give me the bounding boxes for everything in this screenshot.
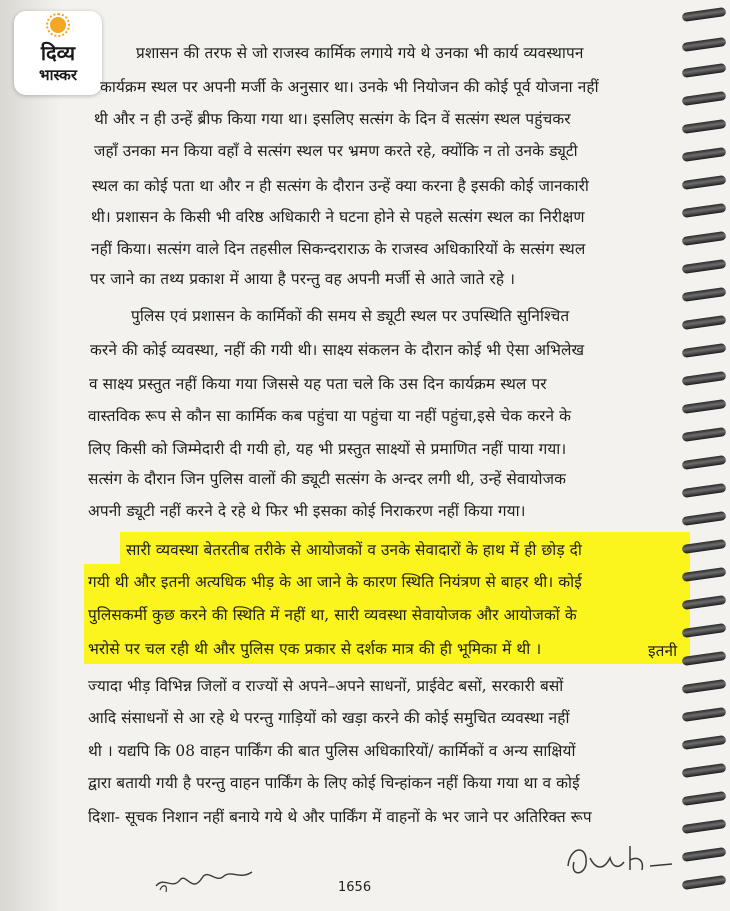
spiral-binding bbox=[676, 0, 730, 911]
text-line: कार्यक्रम स्थल पर अपनी मर्जी के अनुसार था। उनके भी नियोजन की कोई पूर्व योजना नहीं bbox=[100, 78, 599, 96]
divya-bhaskar-logo bbox=[14, 11, 102, 95]
handwritten-signature-right bbox=[560, 836, 680, 886]
binding-coil bbox=[682, 315, 727, 330]
highlighted-text-line: सारी व्यवस्था बेतरतीब तरीके से आयोजकों व उनके सेवादारों के हाथ में ही छोड़ दी bbox=[126, 541, 582, 559]
text-line: द्वारा बतायी गयी है परन्तु वाहन पार्किंग के लिए कोई चिन्हांकन नहीं किया गया था व कोई bbox=[88, 774, 580, 792]
binding-coil bbox=[682, 707, 727, 722]
text-line: सत्संग के दौरान जिन पुलिस वालों की ड्यूटी सत्संग के अन्दर लगी थी, उन्हें सेवायोजक bbox=[88, 470, 567, 488]
page-number: 1656 bbox=[338, 880, 372, 895]
highlighted-text-line: भरोसे पर चल रही थी और पुलिस एक प्रकार से दर्शक मात्र की ही भूमिका में थी । bbox=[88, 640, 542, 658]
text-line: थी। प्रशासन के किसी भी वरिष्ठ अधिकारी ने घटना होने से पहले सत्संग स्थल का निरीक्षण bbox=[91, 208, 585, 226]
binding-coil bbox=[682, 511, 727, 526]
binding-coil bbox=[682, 399, 727, 414]
binding-coil bbox=[682, 63, 727, 78]
binding-coil bbox=[682, 287, 727, 302]
handwritten-initials-left bbox=[150, 850, 260, 900]
binding-coil bbox=[682, 203, 727, 218]
text-line: पर जाने का तथ्य प्रकाश में आया है परन्तु वह अपनी मर्जी से आते जाते रहे । bbox=[90, 270, 516, 288]
binding-coil bbox=[682, 763, 727, 778]
text-line: ज्यादा भीड़ विभिन्न जिलों व राज्यों से अपने–अपने साधनों, प्राईवेट बसों, सरकारी बसों bbox=[88, 677, 564, 695]
text-line-tail: इतनी bbox=[648, 642, 678, 660]
page-edge-shadow bbox=[0, 0, 60, 911]
binding-coil bbox=[682, 791, 727, 806]
text-line: अपनी ड्यूटी नहीं करने दे रहे थे फिर भी इसका कोई निराकरण नहीं किया गया। bbox=[88, 502, 526, 520]
binding-coil bbox=[682, 259, 727, 274]
text-line: प्रशासन की तरफ से जो राजस्व कार्मिक लगाये गये थे उनका भी कार्य व्यवस्थापन bbox=[136, 44, 584, 62]
text-line: करने की कोई व्यवस्था, नहीं की गयी थी। साक्ष्य संकलन के दौरान कोई भी ऐसा अभिलेख bbox=[90, 341, 585, 359]
binding-coil bbox=[682, 679, 727, 694]
binding-coil bbox=[682, 735, 727, 750]
binding-coil bbox=[682, 595, 727, 610]
binding-coil bbox=[682, 623, 727, 638]
binding-coil bbox=[682, 37, 727, 52]
binding-coil bbox=[682, 847, 727, 862]
binding-coil bbox=[682, 119, 727, 134]
binding-coil bbox=[682, 371, 727, 386]
binding-coil bbox=[682, 147, 727, 162]
binding-coil bbox=[682, 91, 727, 106]
highlighted-text-line: गयी थी और इतनी अत्यधिक भीड़ के आ जाने के कारण स्थिति नियंत्रण से बाहर थी। कोई bbox=[88, 573, 582, 591]
binding-coil bbox=[682, 651, 727, 666]
binding-coil bbox=[682, 483, 727, 498]
binding-coil bbox=[682, 7, 727, 22]
binding-coil bbox=[682, 231, 727, 246]
sun-icon bbox=[50, 17, 66, 33]
text-line: दिशा- सूचक निशान नहीं बनाये गये थे और पार्किंग में वाहनों के भर जाने पर अतिरिक्त रूप bbox=[88, 808, 592, 826]
binding-coil bbox=[682, 875, 727, 890]
text-line: स्थल का कोई पता था और न ही सत्संग के दौरान उन्हें क्या करना है इसकी कोई जानकारी bbox=[92, 177, 589, 195]
text-line: व साक्ष्य प्रस्तुत नहीं किया गया जिससे यह पता चले कि उस दिन कार्यक्रम स्थल पर bbox=[89, 375, 547, 393]
binding-coil bbox=[682, 567, 727, 582]
logo-line-1: दिव्य bbox=[40, 41, 76, 65]
text-line: वास्तविक रूप से कौन सा कार्मिक कब पहुंचा या पहुंचा या नहीं पहुंचा,इसे चेक करने के bbox=[88, 407, 572, 425]
text-line: थी । यद्यपि कि 08 वाहन पार्किंग की बात पुलिस अधिकारियों/ कार्मिकों व अन्य साक्षियों bbox=[88, 742, 576, 760]
text-line: थी और न ही उन्हें ब्रीफ किया गया था। इसलिए सत्संग के दिन वें सत्संग स्थल पहुंचकर bbox=[94, 110, 571, 128]
binding-coil bbox=[682, 175, 727, 190]
text-line: लिए किसी को जिम्मेदारी दी गयी हो, यह भी प्रस्तुत साक्ष्यों से प्रमाणित नहीं पाया गया। bbox=[88, 440, 567, 458]
binding-coil bbox=[682, 343, 727, 358]
text-line: आदि संसाधनों से आ रहे थे परन्तु गाड़ियों को खड़ा करने की कोई समुचित व्यवस्था नहीं bbox=[88, 709, 570, 727]
text-line: जहाँ उनका मन किया वहाँ वे सत्संग स्थल पर भ्रमण करते रहे, क्योंकि न तो उनके ड्यूटी bbox=[94, 142, 578, 160]
highlighted-text-line: पुलिसकर्मी कुछ करने की स्थिति में नहीं था, सारी व्यवस्था सेवायोजक और आयोजकों के bbox=[88, 606, 577, 624]
text-line: नहीं किया। सत्संग वाले दिन तहसील सिकन्दराराऊ के राजस्व अधिकारियों के सत्संग स्थल bbox=[91, 240, 586, 258]
binding-coil bbox=[682, 539, 727, 554]
binding-coil bbox=[682, 427, 727, 442]
binding-coil bbox=[682, 819, 727, 834]
binding-coil bbox=[682, 455, 727, 470]
logo-line-2: भास्कर bbox=[39, 66, 77, 84]
text-line: पुलिस एवं प्रशासन के कार्मिकों की समय से ड्यूटी स्थल पर उपस्थिति सुनिश्चित bbox=[131, 307, 570, 325]
